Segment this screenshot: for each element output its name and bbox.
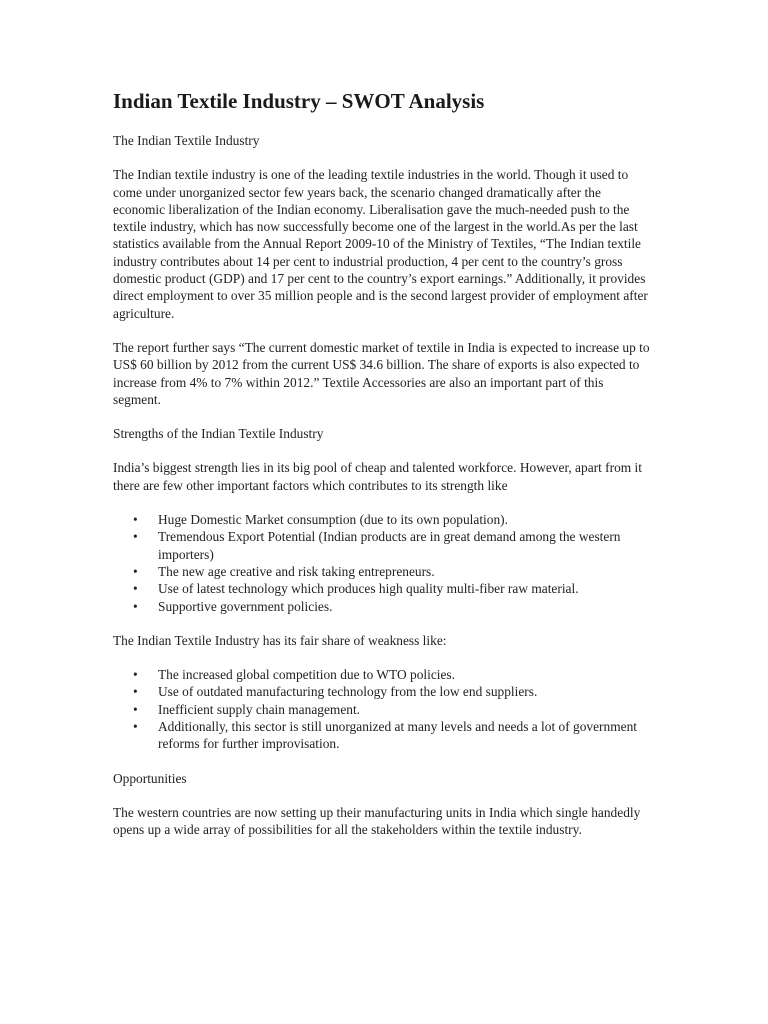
intro-paragraph-1: The Indian textile industry is one of the leading textile industries in the world. Though it used to come under unorganized sector few years back, the scenario changed dramatically after the economic liberalization of the Indian economy. Liberalisation gave the much-needed push to the textile industry, which has now successfully become one of the largest in the world.As per the last statistics available from the Annual Report 2009-10 of the Ministry of Textiles, “The Indian textile industry contributes about 14 per cent to industrial production, 4 per cent to the country’s gross domestic product (GDP) and 17 per cent to the country’s export earnings.” Additionally, it provides direct employment to over 35 million people and is the second largest provider of employment after agriculture. bbox=[113, 167, 648, 321]
bullet-icon: • bbox=[133, 512, 138, 528]
list-item-text: Supportive government policies. bbox=[158, 598, 333, 614]
section-heading-intro: The Indian Textile Industry bbox=[113, 133, 260, 148]
bullet-icon: • bbox=[133, 667, 138, 683]
bullet-icon: • bbox=[133, 598, 138, 614]
list-item bbox=[113, 563, 653, 580]
bullet-icon: • bbox=[133, 529, 138, 545]
section-heading-strengths: Strengths of the Indian Textile Industry bbox=[113, 426, 324, 442]
list-item-text: The new age creative and risk taking entrepreneurs. bbox=[158, 563, 435, 579]
list-item-text: Use of latest technology which produces high quality multi-fiber raw material. bbox=[158, 581, 579, 597]
document-title: Indian Textile Industry – SWOT Analysis bbox=[113, 89, 485, 113]
list-item-text: Tremendous Export Potential (Indian products are in great demand among the western importers) bbox=[158, 529, 621, 562]
document-page bbox=[113, 88, 653, 856]
weakness-list bbox=[113, 666, 653, 752]
list-item-text: Use of outdated manufacturing technology from the low end suppliers. bbox=[158, 684, 538, 700]
list-item bbox=[113, 666, 653, 683]
section-heading-opportunities: Opportunities bbox=[113, 770, 187, 786]
bullet-icon: • bbox=[133, 684, 138, 700]
list-item bbox=[113, 528, 653, 563]
list-item-text: Huge Domestic Market consumption (due to its own population). bbox=[158, 512, 508, 528]
strengths-intro-paragraph: India’s biggest strength lies in its big pool of cheap and talented workforce. However, apart from it there are few other important factors which contributes to its strength like bbox=[113, 460, 642, 493]
list-item-text: The increased global competition due to WTO policies. bbox=[158, 667, 455, 683]
list-item bbox=[113, 701, 653, 718]
opportunities-paragraph: The western countries are now setting up their manufacturing units in India which single handedly opens up a wide array of possibilities for all the stakeholders within the textile industry. bbox=[113, 804, 641, 838]
list-item-text: Additionally, this sector is still unorganized at many levels and needs a lot of government reforms for further improvisation. bbox=[158, 719, 637, 752]
bullet-icon: • bbox=[133, 719, 138, 735]
bullet-icon: • bbox=[133, 581, 138, 597]
bullet-icon: • bbox=[133, 563, 138, 579]
list-item-text: Inefficient supply chain management. bbox=[158, 701, 361, 717]
list-item bbox=[113, 683, 653, 700]
bullet-icon: • bbox=[133, 701, 138, 717]
list-item bbox=[113, 511, 653, 528]
list-item bbox=[113, 580, 653, 597]
intro-paragraph-2: The report further says “The current domestic market of textile in India is expected to increase up to US$ 60 billion by 2012 from the current US$ 34.6 billion. The share of exports is also expected to increase from 4% to 7% within 2012.” Textile Accessories are also an important part of this segment. bbox=[113, 339, 650, 407]
strengths-list bbox=[113, 511, 653, 615]
list-item bbox=[113, 598, 653, 615]
list-item bbox=[113, 718, 653, 753]
weakness-intro-paragraph: The Indian Textile Industry has its fair share of weakness like: bbox=[113, 632, 447, 648]
